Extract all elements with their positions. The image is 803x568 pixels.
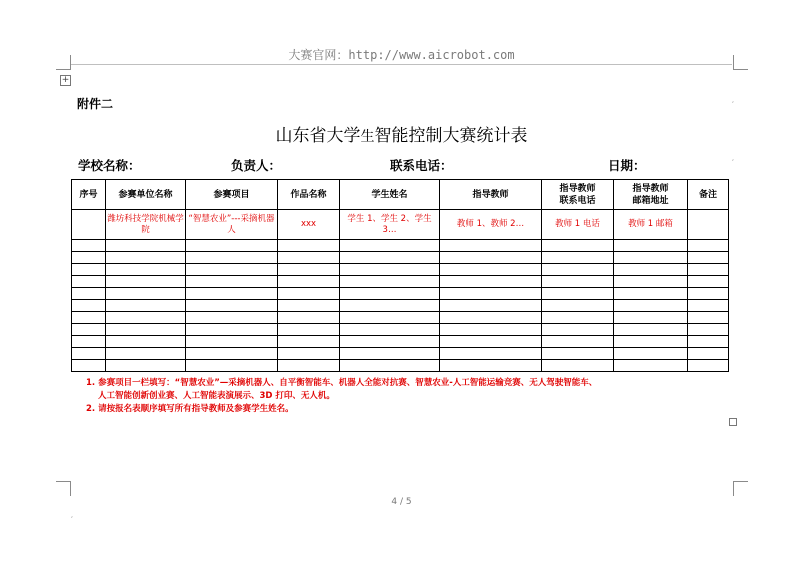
table-cell[interactable] [72,252,106,264]
table-cell[interactable] [688,300,729,312]
table-cell[interactable] [278,288,340,300]
field-person-in-charge[interactable]: 负责人： [231,158,282,173]
note-1-line1: 1. 参赛项目一栏填写：“智慧农业”—采摘机器人、自平衡智能车、机器人全能对抗赛、智慧农业-人工智能运输竞赛、无人驾驶智能车、 [86,378,598,388]
table-cell[interactable] [340,240,440,252]
table-cell[interactable] [340,336,440,348]
table-cell[interactable] [106,360,186,372]
header-url: http://www.aicrobot.com [348,48,515,62]
table-cell[interactable] [440,336,542,348]
table-cell[interactable] [186,300,278,312]
table-cell[interactable] [614,300,688,312]
table-cell[interactable] [72,336,106,348]
table-row [72,240,729,252]
table-cell[interactable] [440,324,542,336]
table-cell[interactable]: 教师 1、教师 2… [440,210,542,240]
table-cell[interactable] [542,264,614,276]
end-marker-square [729,418,737,426]
table-cell[interactable] [340,348,440,360]
table-cell[interactable] [72,360,106,372]
table-cell[interactable] [688,312,729,324]
table-cell[interactable] [278,312,340,324]
annex-label: 附件二 [77,97,114,111]
table-cell[interactable] [542,240,614,252]
table-cell[interactable] [340,288,440,300]
margin-corner-bottom-right [733,481,748,496]
table-move-handle-icon[interactable]: + [61,75,70,85]
table-cell[interactable] [106,264,186,276]
col-header-teacher-phone [542,180,614,210]
table-cell[interactable] [186,360,278,372]
table-cell[interactable] [278,348,340,360]
table-cell[interactable] [542,324,614,336]
table-cell[interactable] [542,288,614,300]
table-row [72,312,729,324]
table-cell[interactable] [440,348,542,360]
paragraph-mark: ¸ [70,510,74,518]
table-cell[interactable] [278,324,340,336]
col-header-work-name: 作品名称 [278,180,340,210]
table-cell[interactable] [542,312,614,324]
table-cell[interactable] [688,240,729,252]
table-cell[interactable] [340,324,440,336]
table-cell[interactable] [186,336,278,348]
table-cell[interactable] [278,252,340,264]
table-cell[interactable] [542,300,614,312]
field-phone[interactable]: 联系电话： [390,158,453,173]
table-cell[interactable]: 教师 1 邮箱 [614,210,688,240]
table-cell[interactable] [542,336,614,348]
table-row [72,336,729,348]
header-label: 大赛官网： [288,48,349,62]
table-cell[interactable] [106,312,186,324]
table-cell[interactable] [614,264,688,276]
table-cell[interactable] [688,336,729,348]
table-cell[interactable] [440,252,542,264]
table-cell[interactable] [688,276,729,288]
table-cell[interactable] [688,210,729,240]
table-cell[interactable]: 学生 1、学生 2、学生 3… [340,210,440,240]
table-cell[interactable] [688,252,729,264]
table-header-row [72,180,729,210]
title-small: 生 [360,129,375,145]
col-header-remarks: 备注 [688,180,729,210]
table-cell[interactable] [440,312,542,324]
table-cell[interactable] [688,348,729,360]
table-cell[interactable] [614,348,688,360]
table-cell[interactable] [340,300,440,312]
table-cell[interactable] [278,360,340,372]
table-cell[interactable] [186,264,278,276]
col-header-teacher-email [614,180,688,210]
table-cell[interactable] [278,276,340,288]
teacher-email-line1: 指导教师 [632,183,669,194]
page-number: 4 / 5 [391,497,412,507]
title-main: 山东省大学 [275,126,361,146]
table-cell[interactable] [688,324,729,336]
table-cell[interactable] [72,288,106,300]
title-rest: 智能控制大赛统计表 [374,126,528,146]
table-cell[interactable] [186,252,278,264]
table-cell[interactable] [614,360,688,372]
table-cell[interactable] [186,240,278,252]
table-cell[interactable] [614,240,688,252]
table-cell[interactable] [340,312,440,324]
table-cell[interactable] [440,300,542,312]
col-header-unit: 参赛单位名称 [106,180,186,210]
table-row [72,300,729,312]
teacher-phone-line2: 联系电话 [559,195,596,206]
table-cell[interactable] [106,276,186,288]
margin-corner-bottom-left [56,481,71,496]
table-cell[interactable] [106,288,186,300]
table-row [72,360,729,372]
field-date[interactable]: 日期： [608,158,646,173]
notes [86,377,746,416]
table-cell[interactable] [340,252,440,264]
table-cell[interactable] [614,324,688,336]
table-cell[interactable] [72,312,106,324]
table-cell[interactable] [542,360,614,372]
table-cell[interactable] [186,348,278,360]
table-cell[interactable] [614,252,688,264]
table-cell[interactable] [440,276,542,288]
table-cell[interactable] [186,312,278,324]
table-cell[interactable] [72,276,106,288]
table-cell[interactable] [106,348,186,360]
table-cell[interactable] [440,288,542,300]
table-cell[interactable] [440,240,542,252]
form-fields [0,156,803,172]
table-cell[interactable]: 教师 1 电话 [542,210,614,240]
table-cell[interactable]: “智慧农业”---采摘机器人 [186,210,278,240]
table-cell[interactable] [72,300,106,312]
table-row [72,348,729,360]
table-cell[interactable] [186,276,278,288]
table-row [72,324,729,336]
col-header-students: 学生姓名 [340,180,440,210]
table-cell[interactable] [340,264,440,276]
table-cell[interactable] [688,288,729,300]
table-cell[interactable] [106,324,186,336]
table-row [72,288,729,300]
table-row [72,264,729,276]
table-cell[interactable] [72,264,106,276]
table-cell[interactable] [340,360,440,372]
table-cell[interactable] [688,360,729,372]
table-cell[interactable] [614,336,688,348]
note-2: 2. 请按报名表顺序填写所有指导教师及参赛学生姓名。 [86,404,294,414]
field-school-name[interactable]: 学校名称： [78,158,141,173]
table-cell[interactable] [278,300,340,312]
table-cell[interactable] [688,264,729,276]
table-cell[interactable] [542,252,614,264]
table-cell[interactable] [106,252,186,264]
table-cell[interactable] [278,240,340,252]
margin-corner-top-left [56,55,71,70]
table-cell[interactable] [72,240,106,252]
table-row-sample [72,210,729,240]
paragraph-mark: ¸ [731,153,735,161]
stats-table [71,179,729,372]
table-row [72,276,729,288]
teacher-phone-line1: 指导教师 [559,183,596,194]
table-cell[interactable] [614,288,688,300]
table-cell[interactable] [278,264,340,276]
paragraph-mark: ¸ [731,95,735,103]
table-cell[interactable]: 潍坊科技学院机械学院 [106,210,186,240]
table-cell[interactable] [278,336,340,348]
page-header [0,46,803,63]
header-divider [70,64,732,65]
table-cell[interactable] [340,276,440,288]
document-title [0,121,803,146]
table-cell[interactable] [542,348,614,360]
table-cell[interactable] [440,264,542,276]
table-cell[interactable] [106,336,186,348]
col-header-index: 序号 [72,180,106,210]
table-cell[interactable] [72,348,106,360]
col-header-project: 参赛项目 [186,180,278,210]
teacher-email-line2: 邮箱地址 [632,195,669,206]
table-cell[interactable] [542,276,614,288]
note-1-line2: 人工智能创新创业赛、人工智能表演展示、3D 打印、无人机。 [98,391,335,401]
col-header-teachers: 指导教师 [440,180,542,210]
table-cell[interactable] [440,360,542,372]
table-cell[interactable] [186,288,278,300]
table-cell[interactable] [106,300,186,312]
table-cell[interactable] [72,210,106,240]
table-cell[interactable] [72,324,106,336]
table-cell[interactable] [186,324,278,336]
table-row [72,252,729,264]
table-cell[interactable] [106,240,186,252]
table-cell[interactable] [614,312,688,324]
table-cell[interactable] [614,276,688,288]
table-cell[interactable]: xxx [278,210,340,240]
margin-corner-top-right [733,55,748,70]
